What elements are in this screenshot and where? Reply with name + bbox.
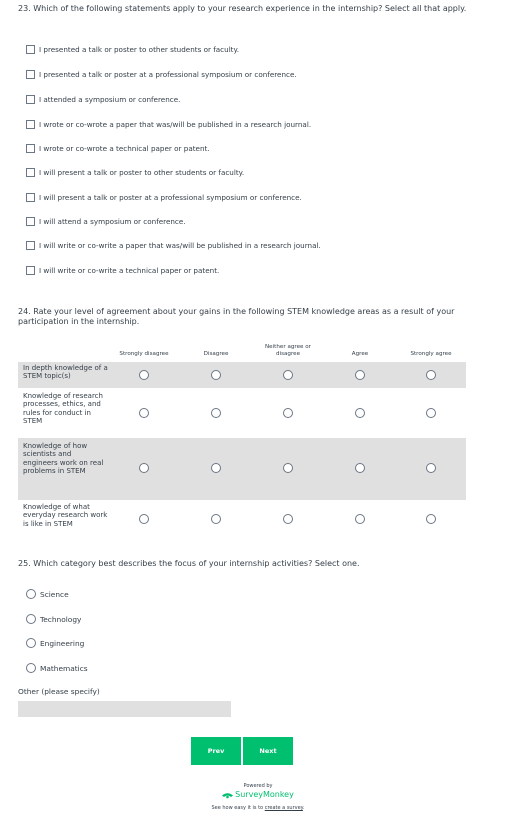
radio-button[interactable] (26, 614, 36, 624)
matrix-row (18, 362, 466, 388)
q25-option-label: Technology (40, 614, 82, 624)
radio-button[interactable] (26, 638, 36, 648)
radio-neither[interactable] (283, 514, 293, 524)
checkbox[interactable] (26, 193, 35, 202)
matrix-column-header: Agree (351, 351, 369, 357)
q23-option-3[interactable] (26, 93, 180, 105)
checkbox[interactable] (26, 144, 35, 153)
matrix-row (18, 438, 466, 500)
checkbox[interactable] (26, 120, 35, 129)
matrix-row-label: Knowledge of research processes, ethics, and rules for conduct in STEM (23, 392, 103, 426)
q24-title: 24. Rate your level of agreement about your gains in the following STEM knowledge areas as a result of your participation in the internship. (18, 307, 455, 326)
checkbox[interactable] (26, 45, 35, 54)
q25-option-science[interactable] (26, 588, 69, 600)
q23-option-label: I presented a talk or poster to other students or faculty. (39, 44, 240, 54)
radio-neither[interactable] (283, 370, 293, 380)
matrix-row-label: In depth knowledge of a STEM topic(s) (23, 364, 108, 381)
matrix-row-label: Knowledge of how scientists and engineers work on real problems in STEM (23, 442, 104, 476)
q25-option-technology[interactable] (26, 613, 81, 625)
radio-agree[interactable] (355, 408, 365, 418)
q25-option-mathematics[interactable] (26, 662, 88, 674)
radio-strongly-disagree[interactable] (139, 463, 149, 473)
radio-strongly-agree[interactable] (426, 370, 436, 380)
tagline-suffix: . (302, 805, 305, 811)
q25-option-engineering[interactable] (26, 637, 84, 649)
radio-strongly-agree[interactable] (426, 408, 436, 418)
radio-disagree[interactable] (211, 463, 221, 473)
q23-option-10[interactable] (26, 264, 219, 276)
brand-name: SurveyMonkey (235, 790, 294, 799)
matrix-row (18, 388, 466, 438)
matrix-row (18, 500, 466, 537)
q25-title: 25. Which category best describes the focus of your internship activities? Select one. (18, 559, 360, 568)
radio-strongly-agree[interactable] (426, 463, 436, 473)
checkbox[interactable] (26, 168, 35, 177)
radio-agree[interactable] (355, 463, 365, 473)
q23-option-label: I will present a talk or poster at a professional symposium or conference. (39, 192, 302, 202)
checkbox[interactable] (26, 95, 35, 104)
q24-matrix (18, 342, 466, 537)
radio-strongly-disagree[interactable] (139, 370, 149, 380)
q25-option-label: Science (40, 589, 69, 599)
q23-option-4[interactable] (26, 118, 311, 130)
radio-agree[interactable] (355, 370, 365, 380)
q23-option-label: I presented a talk or poster at a professional symposium or conference. (39, 69, 297, 79)
q23-option-label: I will attend a symposium or conference. (39, 216, 186, 226)
q23-option-label: I will write or co-write a paper that was/will be published in a research journal. (39, 240, 321, 250)
q23-option-9[interactable] (26, 239, 321, 251)
q23-option-2[interactable] (26, 68, 297, 80)
checkbox[interactable] (26, 241, 35, 250)
checkbox[interactable] (26, 266, 35, 275)
q23-option-7[interactable] (26, 191, 302, 203)
radio-agree[interactable] (355, 514, 365, 524)
matrix-column-header: Neither agree or disagree (265, 344, 311, 357)
q23-option-label: I will write or co-write a technical paper or patent. (39, 265, 220, 275)
radio-disagree[interactable] (211, 408, 221, 418)
q25-option-label: Engineering (40, 638, 85, 648)
prev-button[interactable]: Prev (191, 737, 241, 765)
q23-option-label: I wrote or co-wrote a paper that was/will be published in a research journal. (39, 119, 312, 129)
checkbox[interactable] (26, 70, 35, 79)
q25-option-label: Mathematics (40, 663, 88, 673)
q23-option-1[interactable] (26, 43, 239, 55)
radio-strongly-disagree[interactable] (139, 408, 149, 418)
matrix-column-header: Disagree (203, 351, 229, 357)
radio-neither[interactable] (283, 408, 293, 418)
powered-by-text: Powered by (243, 783, 273, 789)
radio-neither[interactable] (283, 463, 293, 473)
matrix-column-header: Strongly agree (410, 351, 452, 357)
radio-strongly-disagree[interactable] (139, 514, 149, 524)
radio-disagree[interactable] (211, 514, 221, 524)
q23-option-label: I will present a talk or poster to other students or faculty. (39, 167, 245, 177)
tagline (0, 805, 516, 811)
q23-option-label: I wrote or co-wrote a technical paper or patent. (39, 143, 210, 153)
q23-option-8[interactable] (26, 215, 186, 227)
radio-button[interactable] (26, 663, 36, 673)
matrix-row-label: Knowledge of what everyday research work is like in STEM (23, 503, 108, 528)
surveymonkey-brand[interactable] (0, 790, 516, 799)
q23-title: 23. Which of the following statements apply to your research experience in the internship? Select all that apply. (18, 4, 467, 13)
other-specify-input[interactable] (18, 701, 231, 717)
q23-option-5[interactable] (26, 142, 210, 154)
radio-strongly-agree[interactable] (426, 514, 436, 524)
radio-disagree[interactable] (211, 370, 221, 380)
next-button[interactable]: Next (243, 737, 293, 765)
checkbox[interactable] (26, 217, 35, 226)
q23-option-label: I attended a symposium or conference. (39, 94, 181, 104)
create-survey-link[interactable]: create a survey (264, 805, 303, 811)
other-label: Other (please specify) (18, 687, 100, 696)
matrix-column-header: Strongly disagree (119, 351, 169, 357)
surveymonkey-logo-icon (222, 791, 233, 799)
q23-option-6[interactable] (26, 166, 244, 178)
tagline-prefix: See how easy it is to (211, 805, 265, 811)
radio-button[interactable] (26, 589, 36, 599)
